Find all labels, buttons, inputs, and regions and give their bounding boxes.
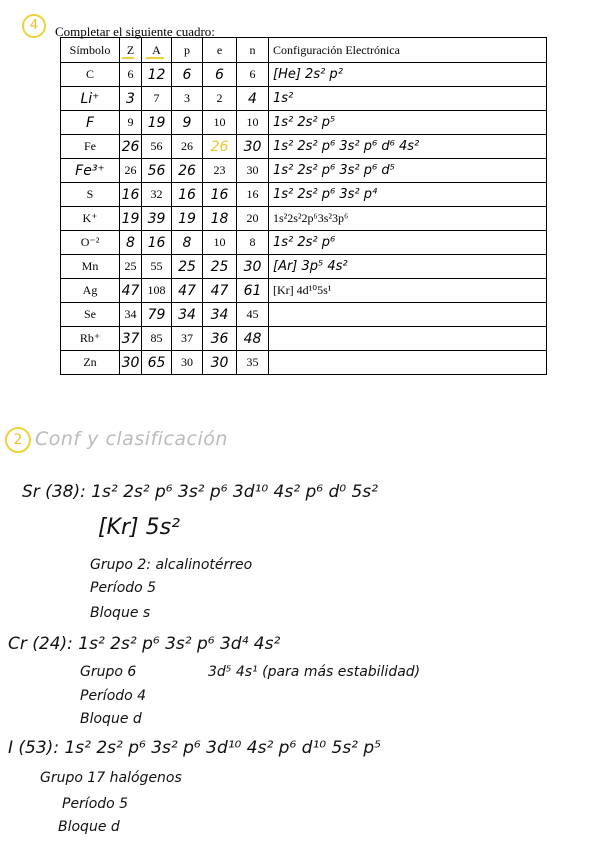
table-row bbox=[61, 183, 547, 207]
table-row bbox=[61, 135, 547, 159]
cell-config: 1s² 2s² p⁶ bbox=[269, 231, 547, 255]
cell-symbol: Rb⁺ bbox=[61, 327, 120, 351]
cell-z: 37 bbox=[120, 327, 142, 351]
section-number-badge: 2 bbox=[5, 427, 31, 453]
cell-symbol: Ag bbox=[61, 279, 120, 303]
sr-config-line: Sr (38): 1s² 2s² p⁶ 3s² p⁶ 3d¹⁰ 4s² p⁶ d⁰ 5s² bbox=[22, 482, 378, 502]
cell-z: 8 bbox=[120, 231, 142, 255]
cell-p: 19 bbox=[172, 207, 203, 231]
cell-symbol: Mn bbox=[61, 255, 120, 279]
cell-z: 6 bbox=[120, 63, 142, 87]
cell-p: 30 bbox=[172, 351, 203, 375]
cell-p: 8 bbox=[172, 231, 203, 255]
cell-n: 45 bbox=[237, 303, 269, 327]
cell-a: 85 bbox=[142, 327, 172, 351]
cell-z: 25 bbox=[120, 255, 142, 279]
cell-a: 32 bbox=[142, 183, 172, 207]
table-row bbox=[61, 87, 547, 111]
i-group: Grupo 17 halógenos bbox=[40, 770, 182, 786]
header-z: Z bbox=[120, 38, 142, 63]
cell-config: 1s² bbox=[269, 87, 547, 111]
cell-config bbox=[269, 351, 547, 375]
cell-config: 1s² 2s² p⁶ 3s² p⁴ bbox=[269, 183, 547, 207]
header-simbolo: Símbolo bbox=[61, 38, 120, 63]
cell-e: 30 bbox=[203, 351, 237, 375]
cell-z: 9 bbox=[120, 111, 142, 135]
cell-a: 56 bbox=[142, 135, 172, 159]
table-row bbox=[61, 351, 547, 375]
cell-e: 47 bbox=[203, 279, 237, 303]
cell-symbol: Fe bbox=[61, 135, 120, 159]
instruction-text: Completar el siguiente cuadro: bbox=[55, 24, 215, 39]
cell-config: [He] 2s² p² bbox=[269, 63, 547, 87]
header-configuracion: Configuración Electrónica bbox=[269, 38, 547, 63]
cell-p: 26 bbox=[172, 135, 203, 159]
highlight-mark bbox=[122, 57, 134, 59]
section-title: Conf y clasificación bbox=[35, 428, 228, 450]
cell-p: 3 bbox=[172, 87, 203, 111]
cell-config: 1s² 2s² p⁶ 3s² p⁶ d⁶ 4s² bbox=[269, 135, 547, 159]
cr-group: Grupo 6 bbox=[80, 664, 137, 680]
cell-n: 6 bbox=[237, 63, 269, 87]
cell-n: 30 bbox=[237, 135, 269, 159]
cell-z: 3 bbox=[120, 87, 142, 111]
cell-a: 16 bbox=[142, 231, 172, 255]
highlight-mark bbox=[146, 57, 164, 59]
cell-p: 16 bbox=[172, 183, 203, 207]
cell-e: 25 bbox=[203, 255, 237, 279]
cell-n: 10 bbox=[237, 111, 269, 135]
cell-n: 35 bbox=[237, 351, 269, 375]
cell-a: 19 bbox=[142, 111, 172, 135]
cell-config: [Ar] 3p⁵ 4s² bbox=[269, 255, 547, 279]
cell-z: 26 bbox=[120, 135, 142, 159]
cr-config-line: Cr (24): 1s² 2s² p⁶ 3s² p⁶ 3d⁴ 4s² bbox=[8, 634, 281, 654]
cell-e: 10 bbox=[203, 111, 237, 135]
sr-block: Bloque s bbox=[90, 605, 151, 621]
table-row bbox=[61, 303, 547, 327]
cell-symbol: Se bbox=[61, 303, 120, 327]
cell-e: 2 bbox=[203, 87, 237, 111]
cell-a: 39 bbox=[142, 207, 172, 231]
cell-e: 34 bbox=[203, 303, 237, 327]
element-table bbox=[60, 37, 547, 375]
cell-z: 47 bbox=[120, 279, 142, 303]
cell-a: 56 bbox=[142, 159, 172, 183]
header-n: n bbox=[237, 38, 269, 63]
cell-e: 18 bbox=[203, 207, 237, 231]
header-e: e bbox=[203, 38, 237, 63]
table-row bbox=[61, 111, 547, 135]
cell-e: 16 bbox=[203, 183, 237, 207]
cell-config: 1s²2s²2p⁶3s²3p⁶ bbox=[269, 207, 547, 231]
cell-config: 1s² 2s² p⁶ 3s² p⁶ d⁵ bbox=[269, 159, 547, 183]
cell-a: 7 bbox=[142, 87, 172, 111]
cell-n: 20 bbox=[237, 207, 269, 231]
cell-a: 108 bbox=[142, 279, 172, 303]
cell-config bbox=[269, 327, 547, 351]
cell-symbol: O⁻² bbox=[61, 231, 120, 255]
cell-symbol: S bbox=[61, 183, 120, 207]
cell-z: 30 bbox=[120, 351, 142, 375]
cell-a: 12 bbox=[142, 63, 172, 87]
cell-config: 1s² 2s² p⁵ bbox=[269, 111, 547, 135]
cell-p: 26 bbox=[172, 159, 203, 183]
cell-a: 79 bbox=[142, 303, 172, 327]
cell-e: 36 bbox=[203, 327, 237, 351]
sr-group: Grupo 2: alcalinotérreo bbox=[90, 557, 253, 573]
cell-n: 4 bbox=[237, 87, 269, 111]
cell-n: 48 bbox=[237, 327, 269, 351]
cell-symbol: F bbox=[61, 111, 120, 135]
sr-config-short: [Kr] 5s² bbox=[98, 515, 180, 540]
cell-e: 6 bbox=[203, 63, 237, 87]
cell-n: 8 bbox=[237, 231, 269, 255]
cell-e: 10 bbox=[203, 231, 237, 255]
section-number-badge: 4 bbox=[22, 14, 46, 38]
cell-p: 25 bbox=[172, 255, 203, 279]
cell-n: 30 bbox=[237, 159, 269, 183]
i-config-line: I (53): 1s² 2s² p⁶ 3s² p⁶ 3d¹⁰ 4s² p⁶ d¹⁰ 5s² p⁵ bbox=[8, 738, 382, 758]
cell-a: 65 bbox=[142, 351, 172, 375]
cell-z: 34 bbox=[120, 303, 142, 327]
cr-period: Período 4 bbox=[80, 688, 147, 704]
cell-symbol: Li⁺ bbox=[61, 87, 120, 111]
table-row bbox=[61, 207, 547, 231]
cell-config: [Kr] 4d¹⁰5s¹ bbox=[269, 279, 547, 303]
header-p: p bbox=[172, 38, 203, 63]
i-block: Bloque d bbox=[58, 819, 120, 835]
cell-symbol: C bbox=[61, 63, 120, 87]
cr-config-alt: 3d⁵ 4s¹ (para más estabilidad) bbox=[208, 664, 421, 680]
cell-symbol: Zn bbox=[61, 351, 120, 375]
sr-period: Período 5 bbox=[90, 580, 157, 596]
cell-e: 26 bbox=[203, 135, 237, 159]
cell-p: 6 bbox=[172, 63, 203, 87]
cell-z: 19 bbox=[120, 207, 142, 231]
table-row bbox=[61, 327, 547, 351]
i-period: Período 5 bbox=[62, 796, 129, 812]
cell-p: 34 bbox=[172, 303, 203, 327]
cell-a: 55 bbox=[142, 255, 172, 279]
table-row bbox=[61, 63, 547, 87]
cell-p: 47 bbox=[172, 279, 203, 303]
cell-symbol: Fe³⁺ bbox=[61, 159, 120, 183]
cell-p: 37 bbox=[172, 327, 203, 351]
cell-config bbox=[269, 303, 547, 327]
table-row bbox=[61, 255, 547, 279]
table-row bbox=[61, 159, 547, 183]
cell-p: 9 bbox=[172, 111, 203, 135]
cell-symbol: K⁺ bbox=[61, 207, 120, 231]
cell-z: 26 bbox=[120, 159, 142, 183]
cell-e: 23 bbox=[203, 159, 237, 183]
cell-n: 16 bbox=[237, 183, 269, 207]
header-a: A bbox=[142, 38, 172, 63]
table-row bbox=[61, 231, 547, 255]
cr-block: Bloque d bbox=[80, 711, 142, 727]
cell-n: 61 bbox=[237, 279, 269, 303]
cell-z: 16 bbox=[120, 183, 142, 207]
cell-n: 30 bbox=[237, 255, 269, 279]
table-row bbox=[61, 279, 547, 303]
